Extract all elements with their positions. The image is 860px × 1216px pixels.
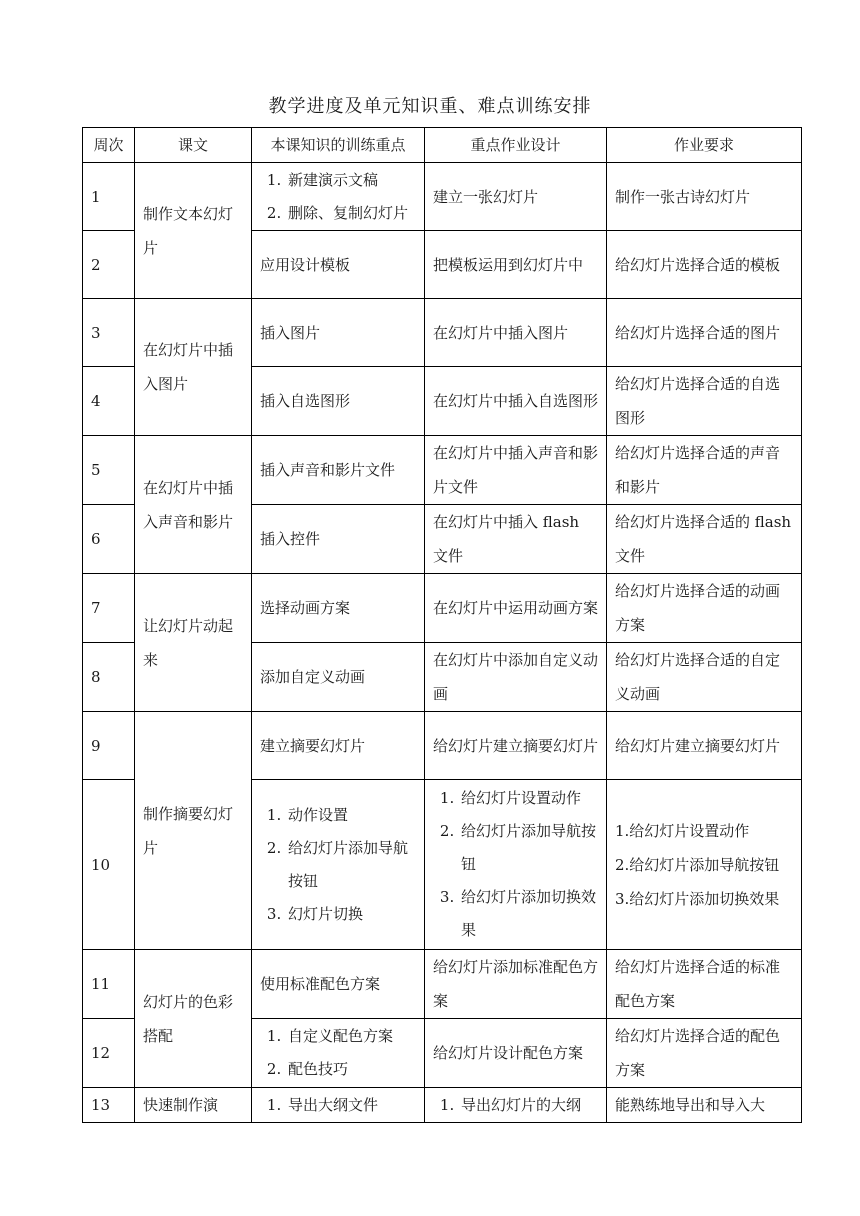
focus-cell: 添加自定义动画 [252,643,425,712]
lesson-cell: 制作摘要幻灯片 [135,712,252,950]
table-row [83,1088,802,1123]
design-cell: 把模板运用到幻灯片中 [425,231,607,299]
focus-cell: 建立摘要幻灯片 [252,712,425,780]
lesson-cell: 让幻灯片动起来 [135,574,252,712]
focus-item: 1. 动作设置 [286,799,416,832]
table-row [83,574,802,643]
design-item: 2. 给幻灯片添加导航按钮 [459,815,598,881]
header-week: 周次 [83,128,135,163]
focus-cell: 插入自选图形 [252,367,425,436]
requirement-cell: 给幻灯片选择合适的模板 [607,231,802,299]
requirement-cell: 给幻灯片选择合适的自定义动画 [607,643,802,712]
design-cell: 建立一张幻灯片 [425,163,607,231]
requirement-cell: 给幻灯片选择合适的标准配色方案 [607,950,802,1019]
design-item: 1. 导出幻灯片的大纲 [459,1089,598,1122]
header-lesson: 课文 [135,128,252,163]
requirement-cell: 给幻灯片选择合适的声音和影片 [607,436,802,505]
focus-item: 1. 导出大纲文件 [286,1089,416,1122]
header-requirement: 作业要求 [607,128,802,163]
requirement-line: 3.给幻灯片添加切换效果 [615,889,780,908]
lesson-cell: 制作文本幻灯片 [135,163,252,299]
requirement-cell: 给幻灯片选择合适的图片 [607,299,802,367]
design-cell [425,780,607,950]
focus-item: 2. 配色技巧 [286,1053,416,1086]
week-cell: 8 [83,643,135,712]
design-cell: 给幻灯片设计配色方案 [425,1019,607,1088]
focus-item: 1. 自定义配色方案 [286,1020,416,1053]
focus-item: 3. 幻灯片切换 [286,898,416,931]
requirement-cell [607,780,802,950]
focus-item: 2. 删除、复制幻灯片 [286,197,416,230]
header-focus: 本课知识的训练重点 [252,128,425,163]
week-cell: 7 [83,574,135,643]
focus-cell: 插入控件 [252,505,425,574]
week-cell: 1 [83,163,135,231]
week-cell: 4 [83,367,135,436]
focus-cell: 选择动画方案 [252,574,425,643]
week-cell: 3 [83,299,135,367]
focus-item: 2. 给幻灯片添加导航按钮 [286,832,416,898]
week-cell: 2 [83,231,135,299]
week-cell: 10 [83,780,135,950]
design-cell: 在幻灯片中运用动画方案 [425,574,607,643]
table-row [83,299,802,367]
week-cell: 13 [83,1088,135,1123]
schedule-table [82,127,802,1123]
week-cell: 11 [83,950,135,1019]
requirement-cell: 给幻灯片选择合适的 flash 文件 [607,505,802,574]
page-title: 教学进度及单元知识重、难点训练安排 [268,96,592,117]
week-cell: 6 [83,505,135,574]
design-cell: 在幻灯片中插入 flash 文件 [425,505,607,574]
table-row [83,436,802,505]
design-cell: 在幻灯片中插入自选图形 [425,367,607,436]
requirement-line: 1.给幻灯片设置动作 [615,821,750,840]
design-cell: 在幻灯片中插入图片 [425,299,607,367]
lesson-cell: 快速制作演 [135,1088,252,1123]
focus-item: 1. 新建演示文稿 [286,164,416,197]
focus-cell [252,163,425,231]
week-cell: 5 [83,436,135,505]
lesson-cell: 幻灯片的色彩搭配 [135,950,252,1088]
design-item: 1. 给幻灯片设置动作 [459,782,598,815]
focus-cell: 使用标准配色方案 [252,950,425,1019]
requirement-cell: 给幻灯片选择合适的动画方案 [607,574,802,643]
focus-cell: 应用设计模板 [252,231,425,299]
lesson-cell: 在幻灯片中插入声音和影片 [135,436,252,574]
design-cell: 在幻灯片中添加自定义动画 [425,643,607,712]
design-item: 3. 给幻灯片添加切换效果 [459,881,598,947]
design-cell [425,1088,607,1123]
table-row [83,950,802,1019]
requirement-cell: 给幻灯片建立摘要幻灯片 [607,712,802,780]
focus-cell [252,1088,425,1123]
focus-cell: 插入图片 [252,299,425,367]
header-row [83,128,802,163]
lesson-cell: 在幻灯片中插入图片 [135,299,252,436]
requirement-cell: 制作一张古诗幻灯片 [607,163,802,231]
requirement-cell: 给幻灯片选择合适的配色方案 [607,1019,802,1088]
requirement-cell: 能熟练地导出和导入大 [607,1088,802,1123]
focus-cell: 插入声音和影片文件 [252,436,425,505]
week-cell: 9 [83,712,135,780]
requirement-line: 2.给幻灯片添加导航按钮 [615,855,780,874]
requirement-cell: 给幻灯片选择合适的自选图形 [607,367,802,436]
focus-cell [252,1019,425,1088]
design-cell: 给幻灯片添加标准配色方案 [425,950,607,1019]
week-cell: 12 [83,1019,135,1088]
table-row [83,163,802,231]
focus-cell [252,780,425,950]
design-cell: 在幻灯片中插入声音和影片文件 [425,436,607,505]
table-row [83,712,802,780]
design-cell: 给幻灯片建立摘要幻灯片 [425,712,607,780]
header-design: 重点作业设计 [425,128,607,163]
